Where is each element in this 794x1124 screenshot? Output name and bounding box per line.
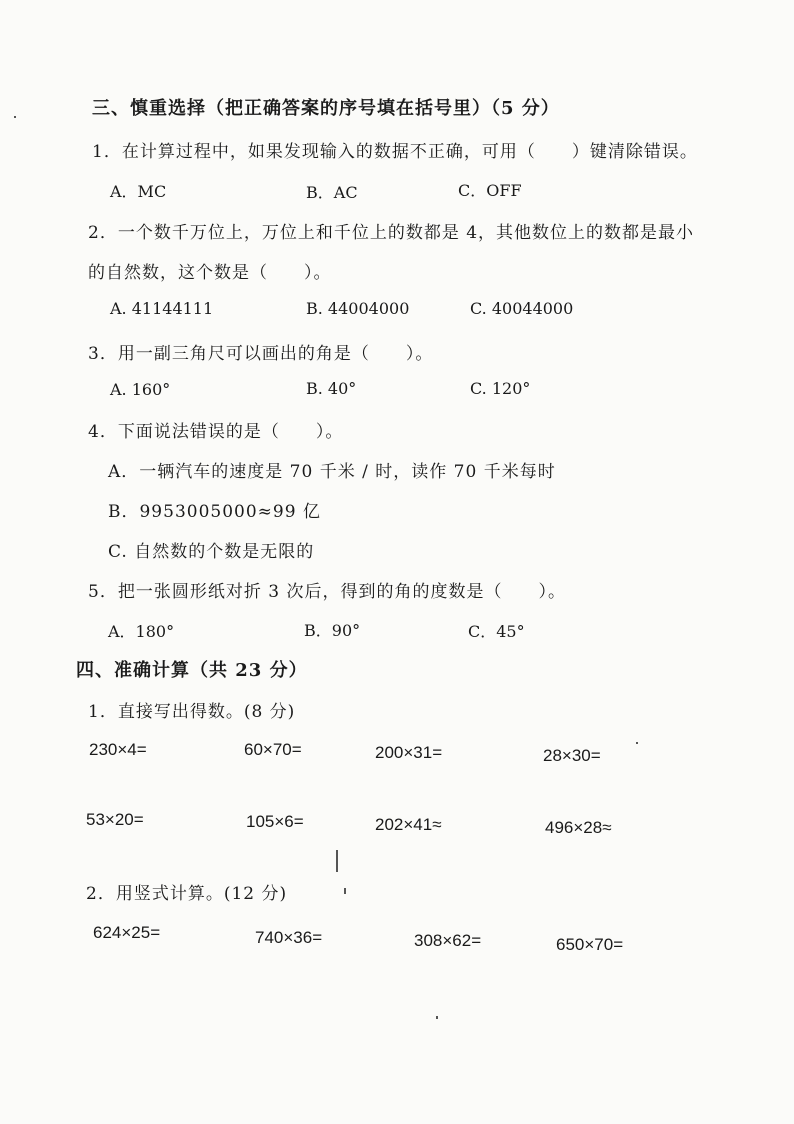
question-5-option-b: B．90° (304, 621, 361, 640)
question-1-option-b: B．AC (306, 183, 358, 202)
calc-item: 624×25= (93, 923, 161, 942)
question-5-text: 5．把一张圆形纸对折 3 次后，得到的角的度数是（ ）。 (88, 582, 566, 602)
question-2-option-c: C. 40044000 (470, 299, 574, 318)
calc-item: 60×70= (244, 740, 302, 759)
scan-speck (436, 1016, 438, 1019)
question-4-option-a: A．一辆汽车的速度是 70 千米 / 时，读作 70 千米每时 (108, 462, 556, 482)
section-4-heading: 四、准确计算（共 23 分） (76, 660, 308, 681)
question-2-text: 2．一个数千万位上，万位上和千位上的数都是 4，其他数位上的数都是最小 (88, 223, 695, 243)
question-2-text-continued: 的自然数，这个数是（ ）。 (88, 263, 332, 283)
question-3-option-b: B. 40° (306, 379, 357, 398)
calc-item: 200×31= (375, 743, 443, 762)
question-5-option-c: C．45° (468, 622, 525, 641)
calc-item: 650×70= (556, 935, 624, 954)
question-4-option-b: B．9953005000≈99 亿 (108, 502, 321, 522)
question-3-option-a: A. 160° (110, 380, 171, 399)
calc-item: 308×62= (414, 931, 482, 950)
section-3-heading: 三、慎重选择（把正确答案的序号填在括号里）（5 分） (92, 98, 560, 119)
question-5-option-a: A．180° (108, 622, 175, 641)
question-3-text: 3．用一副三角尺可以画出的角是（ ）。 (88, 344, 434, 364)
calc-part-1-title: 1．直接写出得数。(8 分) (88, 702, 296, 722)
question-3-option-c: C. 120° (470, 379, 531, 398)
calc-item: 202×41≈ (375, 815, 442, 834)
calc-item: 230×4= (89, 740, 147, 759)
calc-item: 740×36= (255, 928, 323, 947)
calc-item: 53×20= (86, 810, 144, 829)
scan-speck (14, 116, 16, 118)
question-1-option-a: A．MC (110, 182, 167, 201)
calc-item: 496×28≈ (545, 818, 612, 837)
question-1-text: 1．在计算过程中，如果发现输入的数据不正确，可用（ ）键清除错误。 (92, 142, 698, 162)
question-4-text: 4．下面说法错误的是（ ）。 (88, 422, 344, 442)
calc-item: 28×30= (543, 746, 601, 765)
scan-mark (344, 888, 346, 894)
calc-item: 105×6= (246, 812, 304, 831)
scan-speck (636, 742, 638, 744)
question-1-option-c: C．OFF (458, 181, 522, 200)
scan-mark (336, 850, 338, 872)
question-2-option-a: A. 41144111 (110, 299, 214, 318)
question-4-option-c: C. 自然数的个数是无限的 (108, 542, 315, 562)
calc-part-2-title: 2．用竖式计算。(12 分) (86, 884, 288, 904)
question-2-option-b: B. 44004000 (306, 299, 410, 318)
